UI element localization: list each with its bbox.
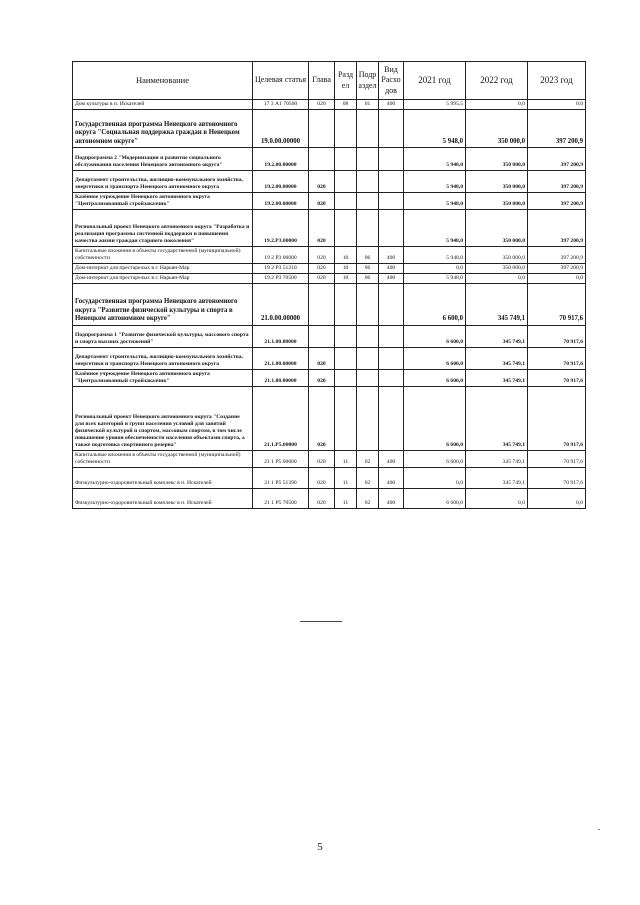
cell-razdel [335, 369, 357, 386]
cell-code: 19.2 P3 70500 [253, 273, 309, 283]
header-podrazdel: Подр аздел [357, 62, 379, 100]
cell-podrazdel: 06 [357, 273, 379, 283]
cell-code: 21 1 P5 70500 [253, 488, 309, 508]
cell-name: Физкультурно-оздоровительный комплекс в п. Искателей [73, 467, 253, 488]
cell-podrazdel [357, 283, 379, 325]
cell-name: Дом-интернат для престарелых в г. Нарьян-Мар [73, 273, 253, 283]
cell-name: Государственная программа Ненецкого автономного округа "Развитие физической культуры и спорта в Ненецком автономном округе" [73, 283, 253, 325]
cell-glava: 020 [309, 192, 335, 209]
cell-name: Капитальные вложения в объекты государственной (муниципальной) собственности [73, 450, 253, 467]
cell-podrazdel: 01 [357, 100, 379, 110]
cell-y2023: 70 917,6 [528, 450, 586, 467]
cell-y2023: 397 200,9 [528, 109, 586, 147]
cell-podrazdel [357, 386, 379, 450]
table-row [73, 467, 586, 488]
cell-y2023: 70 917,6 [528, 369, 586, 386]
header-row [73, 62, 586, 100]
cell-razdel: 08 [335, 100, 357, 110]
cell-vid: 400 [379, 488, 404, 508]
table-body [73, 100, 586, 509]
cell-y2023: 397 200,9 [528, 209, 586, 246]
cell-name: Казённое учреждение Ненецкого автономного округа "Централизованный стройзаказчик" [73, 192, 253, 209]
cell-y2023: 70 917,6 [528, 347, 586, 369]
cell-code: 19 2 P3 51210 [253, 263, 309, 273]
cell-y2022: 345 749,1 [466, 325, 528, 347]
cell-y2023: 0,0 [528, 488, 586, 508]
cell-y2022: 345 749,1 [466, 386, 528, 450]
table-row [73, 209, 586, 246]
cell-y2021: 5 948,0 [404, 109, 466, 147]
cell-code: 21.1.00.00000 [253, 325, 309, 347]
table-row [73, 369, 586, 386]
cell-razdel: 10 [335, 273, 357, 283]
budget-sheet [72, 61, 585, 509]
cell-glava [309, 147, 335, 170]
cell-y2022: 350 000,0 [466, 109, 528, 147]
cell-podrazdel: 02 [357, 488, 379, 508]
cell-razdel [335, 147, 357, 170]
cell-glava: 020 [309, 347, 335, 369]
cell-vid [379, 283, 404, 325]
cell-y2022: 350 000,0 [466, 192, 528, 209]
cell-code: 19.2.00.00000 [253, 147, 309, 170]
cell-vid [379, 386, 404, 450]
cell-name: Капитальные вложения в объекты государственной (муниципальной) собственности [73, 246, 253, 263]
cell-y2023: 70 917,6 [528, 467, 586, 488]
table-row [73, 283, 586, 325]
cell-podrazdel [357, 109, 379, 147]
cell-vid: 400 [379, 246, 404, 263]
cell-code: 21.1.00.00000 [253, 347, 309, 369]
cell-y2021: 6 600,0 [404, 450, 466, 467]
cell-code: 17 3 А1 70500 [253, 100, 309, 110]
cell-code: 19.2.00.00000 [253, 170, 309, 192]
cell-podrazdel: 02 [357, 467, 379, 488]
header-glava: Глава [309, 62, 335, 100]
table-row [73, 246, 586, 263]
cell-name: Казённое учреждение Ненецкого автономного округа "Централизованный стройзаказчик" [73, 369, 253, 386]
cell-podrazdel: 02 [357, 450, 379, 467]
cell-y2021: 5 948,0 [404, 209, 466, 246]
cell-vid [379, 192, 404, 209]
cell-y2021: 6 600,0 [404, 325, 466, 347]
cell-y2021: 5 948,0 [404, 273, 466, 283]
cell-glava: 020 [309, 369, 335, 386]
cell-y2022: 350 000,0 [466, 170, 528, 192]
cell-y2022: 350 000,0 [466, 147, 528, 170]
header-2023: 2023 год [528, 62, 586, 100]
cell-podrazdel [357, 147, 379, 170]
cell-code: 21.1.00.00000 [253, 369, 309, 386]
cell-name: Подпрограмма 1 "Развитие физической культуры, массового спорта и спорта высших достижений" [73, 325, 253, 347]
cell-vid [379, 325, 404, 347]
header-razdel: Разд ел [335, 62, 357, 100]
cell-vid: 400 [379, 263, 404, 273]
cell-glava: 020 [309, 209, 335, 246]
end-rule [300, 621, 342, 622]
cell-glava: 020 [309, 170, 335, 192]
cell-vid [379, 170, 404, 192]
cell-name: Физкультурно-оздоровительный комплекс в п. Искателей [73, 488, 253, 508]
cell-code: 19 2 P3 00000 [253, 246, 309, 263]
cell-podrazdel [357, 209, 379, 246]
cell-name: Региональный проект Ненецкого автономного округа "Разработка и реализация программы системной поддержки и повышения качества жизни граждан старшего поколения" [73, 209, 253, 246]
cell-podrazdel: 06 [357, 246, 379, 263]
cell-y2022: 0,0 [466, 273, 528, 283]
cell-glava: 020 [309, 246, 335, 263]
table-row [73, 147, 586, 170]
cell-vid: 400 [379, 273, 404, 283]
cell-y2021: 6 600,0 [404, 369, 466, 386]
cell-razdel [335, 109, 357, 147]
header-name: Наименование [73, 62, 253, 100]
cell-glava [309, 283, 335, 325]
cell-vid: 400 [379, 450, 404, 467]
cell-y2021: 5 948,0 [404, 170, 466, 192]
page-number: 5 [317, 841, 323, 853]
cell-y2023: 70 917,6 [528, 283, 586, 325]
cell-name: Департамент строительства, жилищно-коммунального хозяйства, энергетики и транспорта Ненецкого автономного округа [73, 347, 253, 369]
cell-podrazdel [357, 170, 379, 192]
cell-y2021: 6 600,0 [404, 347, 466, 369]
cell-y2023: 70 917,6 [528, 386, 586, 450]
table-row [73, 263, 586, 273]
table-row [73, 192, 586, 209]
cell-razdel [335, 347, 357, 369]
cell-razdel [335, 192, 357, 209]
cell-y2023: 0,0 [528, 100, 586, 110]
cell-y2021: 5 948,0 [404, 246, 466, 263]
cell-y2021: 5 995,5 [404, 100, 466, 110]
cell-code: 21 1 P5 00000 [253, 450, 309, 467]
cell-y2023: 70 917,6 [528, 325, 586, 347]
cell-y2023: 397 200,9 [528, 170, 586, 192]
cell-razdel: 10 [335, 246, 357, 263]
cell-y2022: 350 000,0 [466, 246, 528, 263]
cell-razdel [335, 386, 357, 450]
cell-y2022: 350 000,0 [466, 209, 528, 246]
cell-y2021: 5 948,0 [404, 147, 466, 170]
table-row [73, 347, 586, 369]
budget-table [72, 61, 586, 509]
cell-podrazdel [357, 325, 379, 347]
table-row [73, 109, 586, 147]
cell-code: 19.2.P3.00000 [253, 209, 309, 246]
cell-name: Региональный проект Ненецкого автономного округа "Создание для всех категорий и групп населения условий для занятий физической культурой и спортом, массовым спортом, в том числе повышение уровня обеспеченности населения объектами спорта, а также подготовка спортивного резерва" [73, 386, 253, 450]
cell-vid [379, 369, 404, 386]
cell-glava [309, 109, 335, 147]
cell-podrazdel [357, 369, 379, 386]
table-row [73, 450, 586, 467]
table-row [73, 488, 586, 508]
table-row [73, 170, 586, 192]
cell-code: 21 1 P5 51390 [253, 467, 309, 488]
cell-vid [379, 347, 404, 369]
header-2022: 2022 год [466, 62, 528, 100]
scan-speck [598, 829, 600, 830]
cell-y2023: 397 200,9 [528, 192, 586, 209]
header-vid: Вид Расхо дов [379, 62, 404, 100]
cell-name: Государственная программа Ненецкого автономного округа "Социальная поддержка граждан в Ненецком автономном округе" [73, 109, 253, 147]
cell-y2023: 397 200,9 [528, 263, 586, 273]
cell-glava: 020 [309, 488, 335, 508]
cell-y2021: 6 600,0 [404, 386, 466, 450]
cell-vid [379, 109, 404, 147]
cell-glava: 020 [309, 467, 335, 488]
cell-y2022: 345 749,1 [466, 347, 528, 369]
cell-code: 19.2.00.00000 [253, 192, 309, 209]
cell-y2022: 0,0 [466, 100, 528, 110]
cell-code: 21.0.00.00000 [253, 283, 309, 325]
table-header [73, 62, 586, 100]
cell-y2022: 345 749,1 [466, 450, 528, 467]
cell-name: Дом культуры в п. Искателей [73, 100, 253, 110]
cell-podrazdel [357, 347, 379, 369]
cell-podrazdel: 06 [357, 263, 379, 273]
cell-y2022: 350 000,0 [466, 263, 528, 273]
cell-code: 21.1.P5.00000 [253, 386, 309, 450]
cell-y2021: 6 600,0 [404, 488, 466, 508]
table-row [73, 273, 586, 283]
cell-razdel: 11 [335, 450, 357, 467]
table-row [73, 100, 586, 110]
cell-name: Департамент строительства, жилищно-коммунального хозяйства, энергетики и транспорта Ненецкого автономного округа [73, 170, 253, 192]
cell-vid [379, 147, 404, 170]
cell-razdel [335, 325, 357, 347]
cell-y2022: 345 749,1 [466, 369, 528, 386]
cell-razdel: 11 [335, 488, 357, 508]
cell-y2021: 5 948,0 [404, 192, 466, 209]
cell-y2021: 0,0 [404, 467, 466, 488]
cell-y2022: 0,0 [466, 488, 528, 508]
cell-vid: 400 [379, 467, 404, 488]
cell-y2023: 397 200,9 [528, 147, 586, 170]
cell-glava: 020 [309, 273, 335, 283]
cell-glava [309, 325, 335, 347]
cell-vid [379, 209, 404, 246]
cell-code: 19.0.00.00000 [253, 109, 309, 147]
cell-razdel [335, 283, 357, 325]
cell-y2022: 345 749,1 [466, 283, 528, 325]
cell-name: Дом-интернат для престарелых в г. Нарьян-Мар [73, 263, 253, 273]
cell-y2021: 6 600,0 [404, 283, 466, 325]
cell-razdel [335, 170, 357, 192]
table-row [73, 325, 586, 347]
cell-name: Подпрограмма 2 "Модернизация и развитие социального обслуживания населения Ненецкого автономного округа" [73, 147, 253, 170]
cell-y2022: 345 749,1 [466, 467, 528, 488]
header-code: Целевая статья [253, 62, 309, 100]
cell-y2021: 0,0 [404, 263, 466, 273]
cell-podrazdel [357, 192, 379, 209]
cell-glava: 020 [309, 100, 335, 110]
table-row [73, 386, 586, 450]
cell-vid: 400 [379, 100, 404, 110]
cell-y2023: 397 200,9 [528, 246, 586, 263]
cell-y2023: 0,0 [528, 273, 586, 283]
cell-razdel: 11 [335, 467, 357, 488]
cell-glava: 020 [309, 450, 335, 467]
header-2021: 2021 год [404, 62, 466, 100]
cell-glava: 020 [309, 386, 335, 450]
cell-razdel: 10 [335, 263, 357, 273]
cell-razdel [335, 209, 357, 246]
cell-glava: 020 [309, 263, 335, 273]
